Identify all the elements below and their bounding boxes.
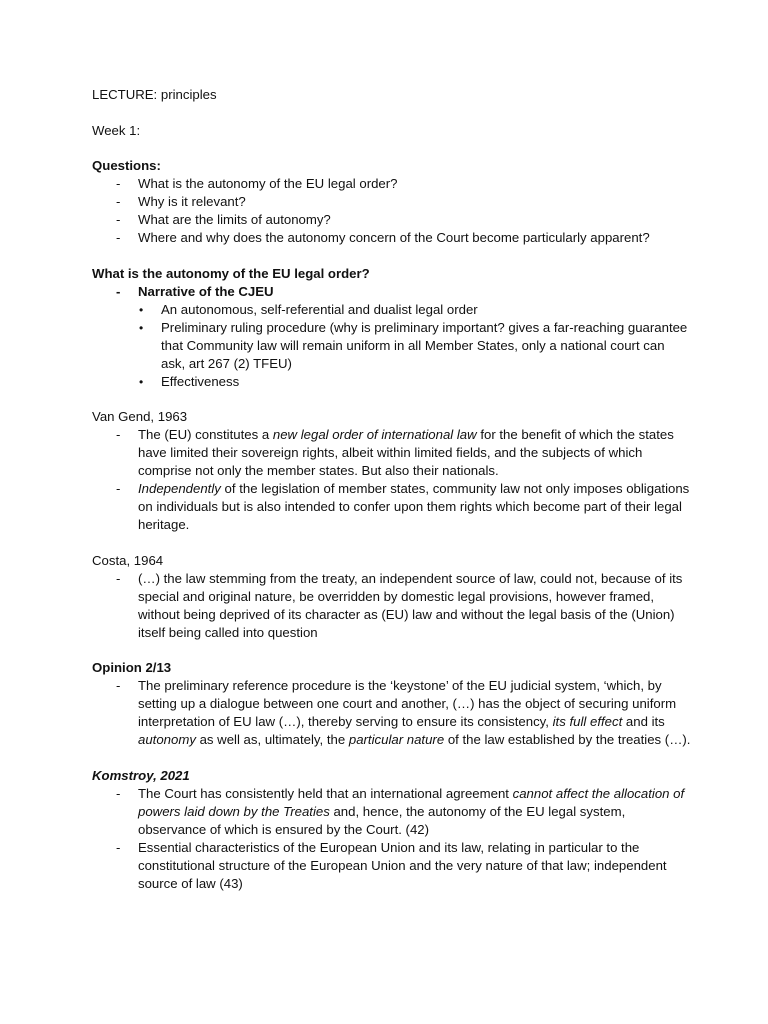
- week-label: Week 1:: [92, 122, 141, 138]
- questions-heading: Questions:: [92, 158, 161, 173]
- costa-heading: Costa, 1964: [92, 552, 164, 568]
- komstroy-item: - The Court has consistently held that an international agreement cannot affect the allocation of powers laid down by the Treaties and, hence, the autonomy of the EU legal system, observance of which is ensured by the Court. (42): [92, 785, 692, 839]
- vangend-item: - The (EU) constitutes a new legal order of international law for the benefit of which the states have limited their sovereign rights, albeit within limited fields, and the subjects of which comprise not only the member states. But also their nationals.: [92, 426, 692, 480]
- costa-item: - (…) the law stemming from the treaty, an independent source of law, could not, because of its special and original nature, be overridden by domestic legal provisions, however framed, without being deprived of its character as (EU) law and without the legal basis of the (Union) itself being called into question: [92, 570, 692, 642]
- bullet-item: • An autonomous, self-referential and dualist legal order: [92, 301, 692, 319]
- narrative-item: - Narrative of the CJEU: [92, 283, 692, 301]
- bullet-item: • Effectiveness: [92, 373, 692, 391]
- document-body: [92, 86, 692, 893]
- opinion-heading: Opinion 2/13: [92, 660, 172, 675]
- document-title: LECTURE: principles: [92, 87, 217, 102]
- autonomy-heading: What is the autonomy of the EU legal order?: [92, 265, 370, 281]
- question-item: - What are the limits of autonomy?: [92, 211, 692, 229]
- vangend-heading: Van Gend, 1963: [92, 409, 188, 424]
- vangend-item: - Independently of the legislation of member states, community law not only imposes obligations on individuals but is also intended to confer upon them rights which become part of their legal heritage.: [92, 480, 692, 534]
- question-item: - What is the autonomy of the EU legal order?: [92, 175, 692, 193]
- question-item: - Why is it relevant?: [92, 193, 692, 211]
- question-item: - Where and why does the autonomy concern of the Court become particularly apparent?: [92, 229, 692, 247]
- komstroy-item: - Essential characteristics of the European Union and its law, relating in particular to the constitutional structure of the European Union and the very nature of that law; independent source of law (43): [92, 839, 692, 893]
- opinion-item: - The preliminary reference procedure is the ‘keystone’ of the EU judicial system, ‘which, by setting up a dialogue between one court and another, (…) has the object of securing uniform interpretation of EU law (…), thereby serving to ensure its consistency, its full effect and its autonomy as well as, ultimately, the particular nature of the law established by the treaties (…).: [92, 677, 692, 749]
- komstroy-heading: Komstroy, 2021: [92, 767, 190, 783]
- bullet-item: • Preliminary ruling procedure (why is preliminary important? gives a far-reaching guarantee that Community law will remain uniform in all Member States, only a national court can ask, art 267 (2) TFEU): [92, 319, 692, 373]
